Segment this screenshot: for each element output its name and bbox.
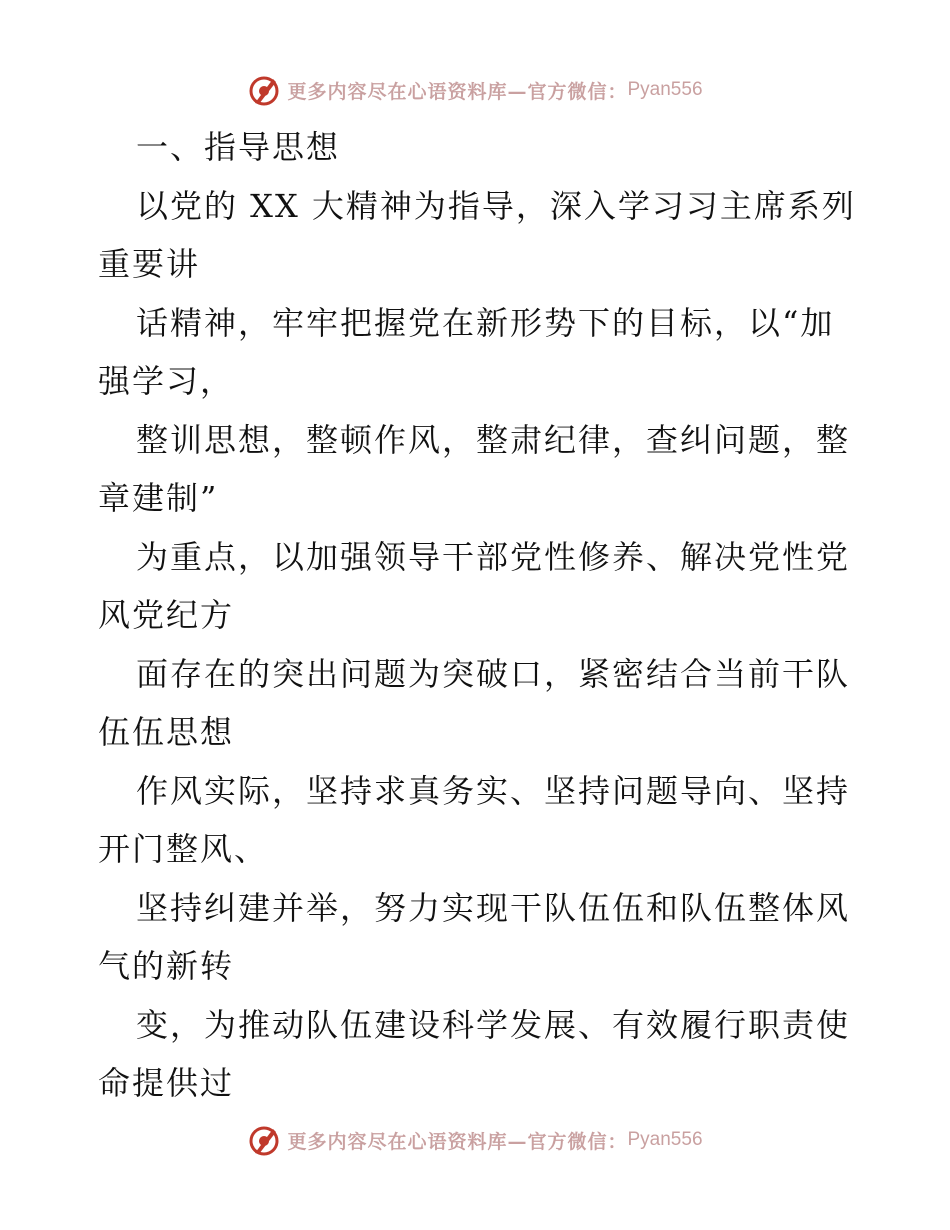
paragraph-line: 强学习， [98,362,235,400]
paragraph-line: 作风实际，坚持求真务实、坚持问题导向、坚持 [136,771,851,810]
watermark-text: 更多内容尽在心语资料库—官方微信： [287,80,628,103]
quill-logo-icon [247,73,281,107]
watermark-text: 更多内容尽在心语资料库—官方微信： [287,1130,628,1153]
paragraph-line: 坚持纠建并举，努力实现干队伍伍和队伍整体风 [136,888,851,927]
watermark-wechat-id: Pyan556 [627,1129,703,1150]
document-body [98,118,858,1113]
paragraph-line: 话精神，牢牢把握党在新形势下的目标，以“加 [136,303,835,342]
watermark-wechat-id: Pyan556 [627,79,703,100]
paragraph-line: 气的新转 [98,947,235,985]
paragraph-line: 面存在的突出问题为突破口，紧密结合当前干队 [136,654,851,693]
paragraph-line: 风党纪方 [98,596,235,634]
paragraph-line: 章建制” [98,479,219,517]
paragraph-line: 变，为推动队伍建设科学发展、有效履行职责使 [136,1005,851,1044]
section-heading: 一、指导思想 [136,128,341,166]
paragraph-line: 为重点，以加强领导干部党性修养、解决党性党 [136,537,851,576]
paragraph-line: 重要讲 [98,245,201,283]
paragraph-line: 开门整风、 [98,830,269,868]
quill-logo-icon [247,1123,281,1157]
footer-watermark [0,1120,950,1160]
paragraph-line: 伍伍思想 [98,713,235,751]
paragraph-line: 整训思想，整顿作风，整肃纪律，查纠问题，整 [136,420,851,459]
paragraph-line: 以党的 XX 大精神为指导，深入学习习主席系列 [136,186,856,225]
paragraph-line: 命提供过 [98,1064,235,1102]
header-watermark [0,70,950,110]
